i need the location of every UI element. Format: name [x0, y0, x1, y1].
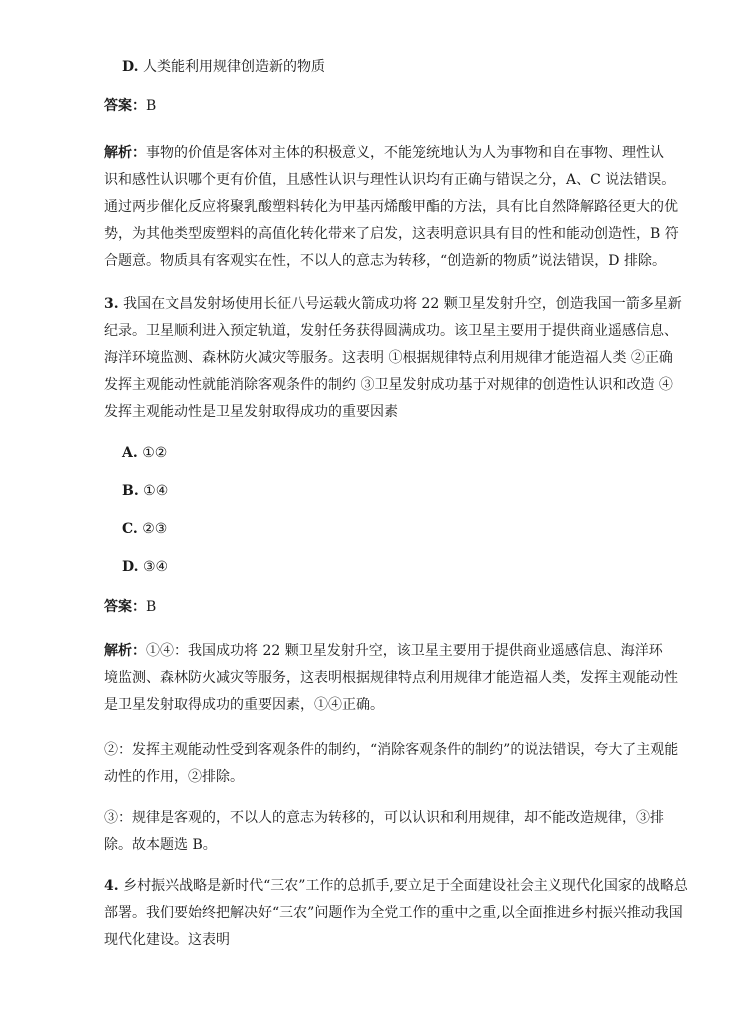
q3-analysis-para3-line-2: 除。故本题选 B。 — [104, 837, 217, 853]
q3-analysis-para3-line-1: ③：规律是客观的，不以人的意志为转移的，可以认识和利用规律，却不能改造规律，③排 — [104, 810, 664, 826]
q3-answer — [104, 597, 156, 617]
option-label: D. — [122, 559, 139, 575]
q3-option-a — [122, 443, 167, 463]
analysis-separator: ： — [132, 145, 146, 161]
question-number: 4. — [104, 878, 119, 894]
option-text: 人类能利用规律创造新的物质 — [142, 59, 325, 75]
answer-value: B — [146, 98, 157, 114]
q2-analysis-line-2: 识和感性认识哪个更有价值，且感性认识与理性认识均有正确与错误之分，A、C 说法错误。 — [104, 172, 676, 188]
q3-stem-line-1 — [104, 294, 682, 314]
q2-analysis-line-3: 通过两步催化反应将聚乳酸塑料转化为甲基丙烯酸甲酯的方法，具有比自然降解路径更大的优 — [104, 199, 678, 215]
q2-analysis-line-5: 合题意。物质具有客观实在性，不以人的意志为转移，“创造新的物质”说法错误，D 排除。 — [104, 253, 666, 269]
q3-option-b — [122, 481, 168, 501]
option-label: D. — [122, 59, 139, 75]
q3-stem-line-3: 海洋环境监测、森林防火减灾等服务。这表明 ①根据规律特点利用规律才能造福人类 ②正确 — [104, 350, 673, 366]
q2-option-d — [122, 57, 325, 77]
answer-separator: ： — [132, 98, 146, 114]
q3-analysis-line-3: 是卫星发射取得成功的重要因素，①④正确。 — [104, 697, 384, 713]
question-number: 3. — [104, 296, 119, 312]
q3-stem-line-2: 纪录。卫星顺利进入预定轨道，发射任务获得圆满成功。该卫星主要用于提供商业遥感信息、 — [104, 323, 678, 339]
analysis-label: 解析 — [104, 643, 132, 659]
analysis-text: ①④：我国成功将 22 颗卫星发射升空，该卫星主要用于提供商业遥感信息、海洋环 — [146, 643, 663, 659]
analysis-separator: ： — [132, 643, 146, 659]
q3-option-c — [122, 519, 167, 539]
answer-label: 答案 — [104, 599, 132, 615]
q4-stem-line-2: 部署。我们要始终把解决好“三农”问题作为全党工作的重中之重,以全面推进乡村振兴推动我国 — [104, 905, 683, 921]
q2-analysis-line-1 — [104, 143, 664, 163]
analysis-text: 事物的价值是客体对主体的积极意义，不能笼统地认为人为事物和自在事物、理性认 — [146, 145, 664, 161]
option-text: ①② — [142, 445, 168, 461]
option-text: ②③ — [142, 521, 168, 537]
stem-text: 我国在文昌发射场使用长征八号运载火箭成功将 22 颗卫星发射升空，创造我国一箭多星新 — [123, 296, 682, 312]
q2-analysis-line-4: 势，为其他类型废塑料的高值化转化带来了启发，这表明意识具有目的性和能动创造性，B 符 — [104, 226, 679, 242]
q4-stem-line-3: 现代化建设。这表明 — [104, 932, 230, 948]
option-text: ③④ — [142, 559, 169, 575]
q3-analysis-para2-line-1: ②：发挥主观能动性受到客观条件的制约，“消除客观条件的制约”的说法错误，夸大了主观能 — [104, 742, 679, 758]
q3-analysis-line-1 — [104, 641, 663, 661]
option-label: B. — [122, 483, 139, 499]
answer-separator: ： — [132, 599, 146, 615]
q3-stem-line-4: 发挥主观能动性就能消除客观条件的制约 ③卫星发射成功基于对规律的创造性认识和改造 ④ — [104, 377, 673, 393]
analysis-label: 解析 — [104, 145, 132, 161]
option-label: C. — [122, 521, 138, 537]
answer-label: 答案 — [104, 98, 132, 114]
q3-stem-line-5: 发挥主观能动性是卫星发射取得成功的重要因素 — [104, 404, 398, 420]
q3-analysis-para2-line-2: 动性的作用，②排除。 — [104, 769, 244, 785]
q3-option-d — [122, 557, 168, 577]
option-text: ①④ — [143, 483, 169, 499]
q2-answer — [104, 96, 156, 116]
q3-analysis-line-2: 境监测、森林防火减灾等服务，这表明根据规律特点利用规律才能造福人类，发挥主观能动性 — [104, 670, 678, 686]
answer-value: B — [146, 599, 157, 615]
option-label: A. — [122, 445, 138, 461]
stem-text: 乡村振兴战略是新时代“三农”工作的总抓手,要立足于全面建设社会主义现代化国家的战略总 — [123, 878, 688, 894]
q4-stem-line-1 — [104, 876, 688, 896]
